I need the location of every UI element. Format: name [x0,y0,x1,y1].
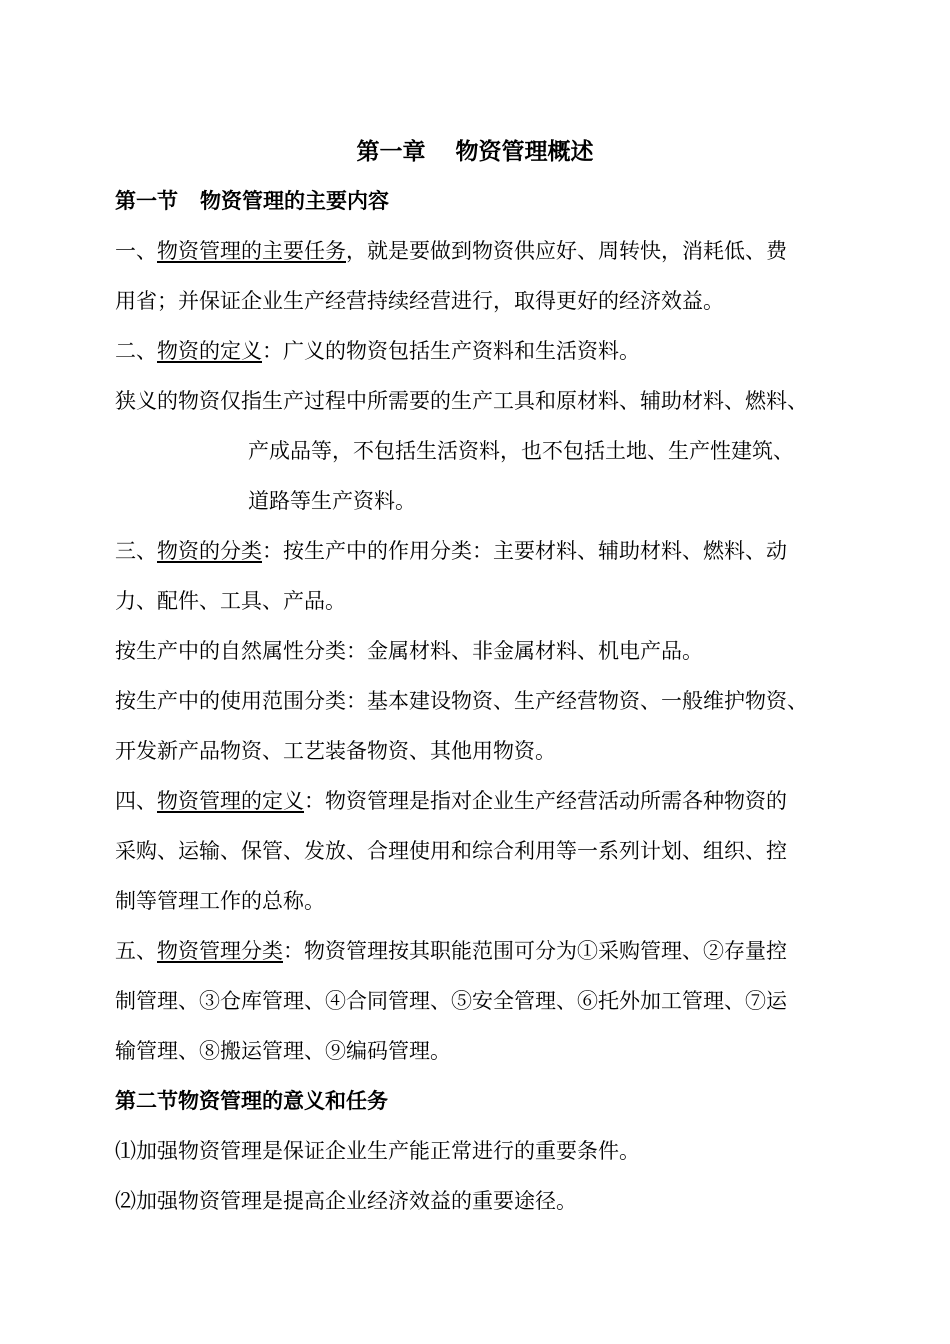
paragraph-5-line-3: 输管理、⑧搬运管理、⑨编码管理。 [115,1039,451,1063]
chapter-name: 物资管理概述 [455,139,594,165]
paragraph-2-line-4: 道路等生产资料。 [248,489,416,513]
paragraph-text: ：物资管理按其职能范围可分为①采购管理、②存量控 [283,939,787,963]
section-title: 物资管理的主要内容 [200,189,389,213]
term-management-definition: 物资管理的定义 [157,789,304,813]
paragraph-4-line-3: 制等管理工作的总称。 [115,889,325,913]
list-prefix: 四、 [115,789,157,813]
section-heading-1 [115,186,855,216]
section-label: 第一节 [115,189,178,213]
paragraph-4-line-2: 采购、运输、保管、发放、合理使用和综合利用等一系列计划、组织、控 [115,839,787,863]
paragraph-1-line-1 [115,236,855,266]
paragraph-4-line-1 [115,786,855,816]
paragraph-1-line-2: 用省；并保证企业生产经营持续经营进行，取得更好的经济效益。 [115,289,724,313]
paragraph-5-line-1 [115,936,855,966]
chapter-number: 第一章 [356,139,426,165]
list-prefix: 五、 [115,939,157,963]
paragraph-3-line-1 [115,536,855,566]
term-main-task: 物资管理的主要任务 [157,239,346,263]
term-classification: 物资的分类 [157,539,262,563]
term-management-classification: 物资管理分类 [157,939,283,963]
list-item: ⑴加强物资管理是保证企业生产能正常进行的重要条件。 [115,1139,640,1163]
section-heading-2: 第二节物资管理的意义和任务 [115,1089,388,1113]
paragraph-3-line-2: 力、配件、工具、产品。 [115,589,346,613]
paragraph-3-line-5: 开发新产品物资、工艺装备物资、其他用物资。 [115,739,556,763]
list-prefix: 二、 [115,339,157,363]
paragraph-text: ：广义的物资包括生产资料和生活资料。 [262,339,640,363]
paragraph-3-line-3: 按生产中的自然属性分类：金属材料、非金属材料、机电产品。 [115,639,703,663]
list-prefix: 一、 [115,239,157,263]
paragraph-2-line-2: 狭义的物资仅指生产过程中所需要的生产工具和原材料、辅助材料、燃料、 [115,389,808,413]
paragraph-text: ，就是要做到物资供应好、周转快，消耗低、费 [346,239,787,263]
list-prefix: 三、 [115,539,157,563]
term-definition: 物资的定义 [157,339,262,363]
paragraph-3-line-4: 按生产中的使用范围分类：基本建设物资、生产经营物资、一般维护物资、 [115,689,808,713]
paragraph-text: ：物资管理是指对企业生产经营活动所需各种物资的 [304,789,787,813]
paragraph-5-line-2: 制管理、③仓库管理、④合同管理、⑤安全管理、⑥托外加工管理、⑦运 [115,989,787,1013]
paragraph-text: ：按生产中的作用分类：主要材料、辅助材料、燃料、动 [262,539,787,563]
list-item: ⑵加强物资管理是提高企业经济效益的重要途径。 [115,1189,577,1213]
chapter-title [0,136,950,168]
paragraph-2-line-3: 产成品等，不包括生活资料，也不包括土地、生产性建筑、 [248,439,794,463]
paragraph-2-line-1 [115,336,855,366]
